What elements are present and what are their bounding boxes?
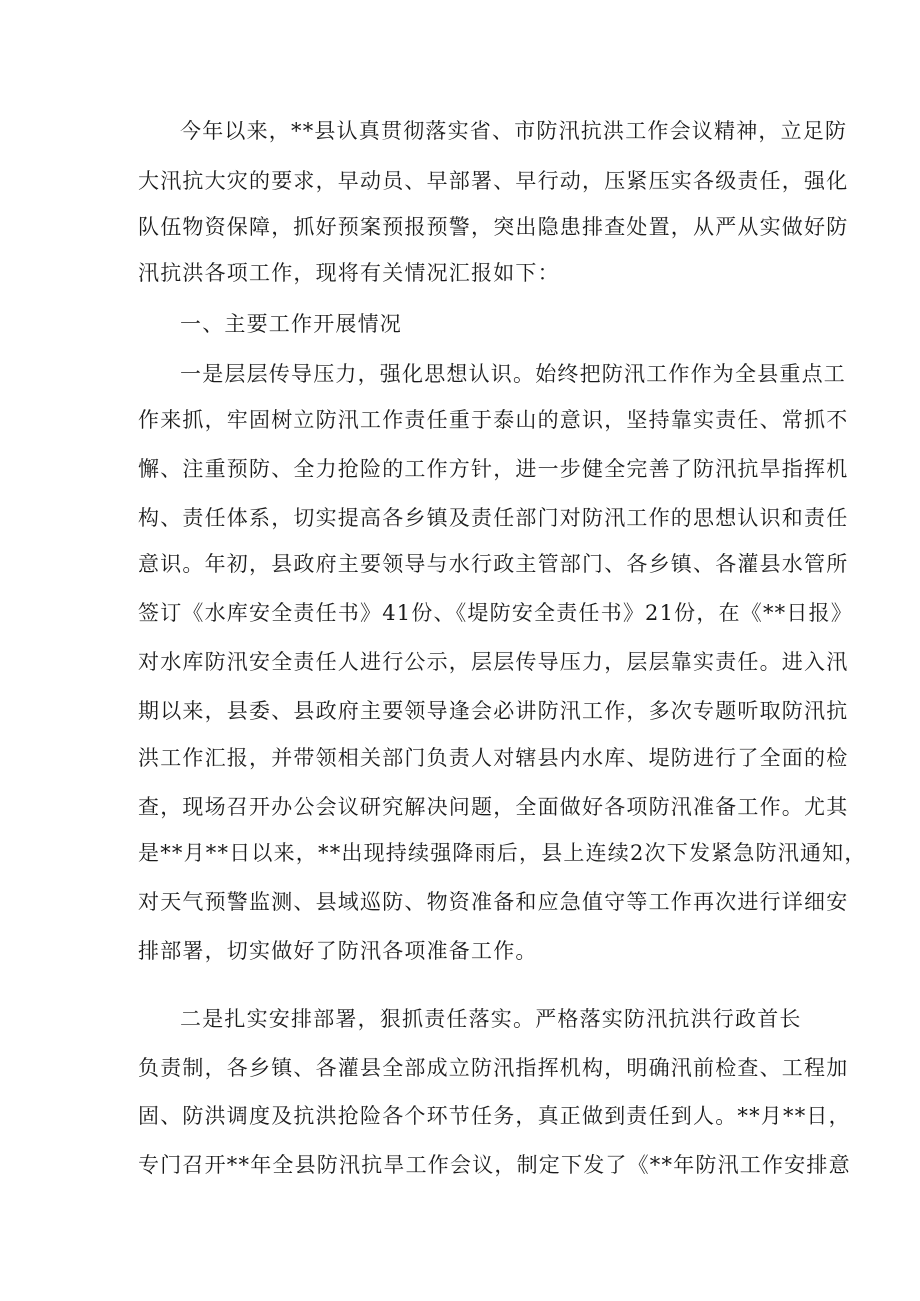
point-two-line-1: 二是扎实安排部署，狠抓责任落实。严格落实防汛抗洪行政首长 bbox=[180, 1007, 802, 1031]
point-one-line-11: 是**月**日以来，**出现持续强降雨后，县上连续2次下发紧急防汛通知， bbox=[138, 841, 867, 865]
intro-line-4: 汛抗洪各项工作，现将有关情况汇报如下： bbox=[138, 261, 560, 285]
point-two-line-3: 固、防洪调度及抗洪抢险各个环节任务，真正做到责任到人。**月**日， bbox=[138, 1104, 851, 1128]
intro-line-3: 队伍物资保障，抓好预案预报预警，突出隐患排查处置，从严从实做好防 bbox=[138, 215, 849, 239]
point-one-line-8: 期以来，县委、县政府主要领导逢会必讲防汛工作，多次专题听取防汛抗 bbox=[138, 699, 849, 723]
point-one-line-6: 签订《水库安全责任书》41份、《堤防安全责任书》21份，在《**日报》 bbox=[138, 601, 853, 625]
point-one-line-12: 对天气预警监测、县域巡防、物资准备和应急值守等工作再次进行详细安 bbox=[138, 890, 849, 914]
point-one-line-3: 懈、注重预防、全力抢险的工作方针，进一步健全完善了防汛抗旱指挥机 bbox=[138, 457, 849, 481]
point-one-line-10: 查，现场召开办公会议研究解决问题，全面做好各项防汛准备工作。尤其 bbox=[138, 795, 849, 819]
point-one-line-1: 一是层层传导压力，强化思想认识。始终把防汛工作作为全县重点工 bbox=[180, 362, 846, 386]
intro-line-2: 大汛抗大灾的要求，早动员、早部署、早行动，压紧压实各级责任，强化 bbox=[138, 169, 849, 193]
point-one-line-2: 作来抓，牢固树立防汛工作责任重于泰山的意识，坚持靠实责任、常抓不 bbox=[138, 408, 849, 432]
point-two-line-4: 专门召开**年全县防汛抗旱工作会议，制定下发了《**年防汛工作安排意 bbox=[138, 1153, 851, 1177]
point-one-line-5: 意识。年初，县政府主要领导与水行政主管部门、各乡镇、各灌县水管所 bbox=[138, 552, 849, 576]
point-one-line-4: 构、责任体系，切实提高各乡镇及责任部门对防汛工作的思想认识和责任 bbox=[138, 506, 849, 530]
point-one-line-7: 对水库防汛安全责任人进行公示，层层传导压力，层层靠实责任。进入汛 bbox=[138, 650, 849, 674]
point-one-line-9: 洪工作汇报，并带领相关部门负责人对辖县内水库、堤防进行了全面的检 bbox=[138, 746, 849, 770]
point-one-line-13: 排部署，切实做好了防汛各项准备工作。 bbox=[138, 939, 538, 963]
section-heading: 一、主要工作开展情况 bbox=[180, 312, 402, 336]
point-two-line-2: 负责制，各乡镇、各灌县全部成立防汛指挥机构，明确汛前检查、工程加 bbox=[138, 1056, 849, 1080]
intro-line-1: 今年以来，**县认真贯彻落实省、市防汛抗洪工作会议精神，立足防 bbox=[180, 119, 848, 143]
